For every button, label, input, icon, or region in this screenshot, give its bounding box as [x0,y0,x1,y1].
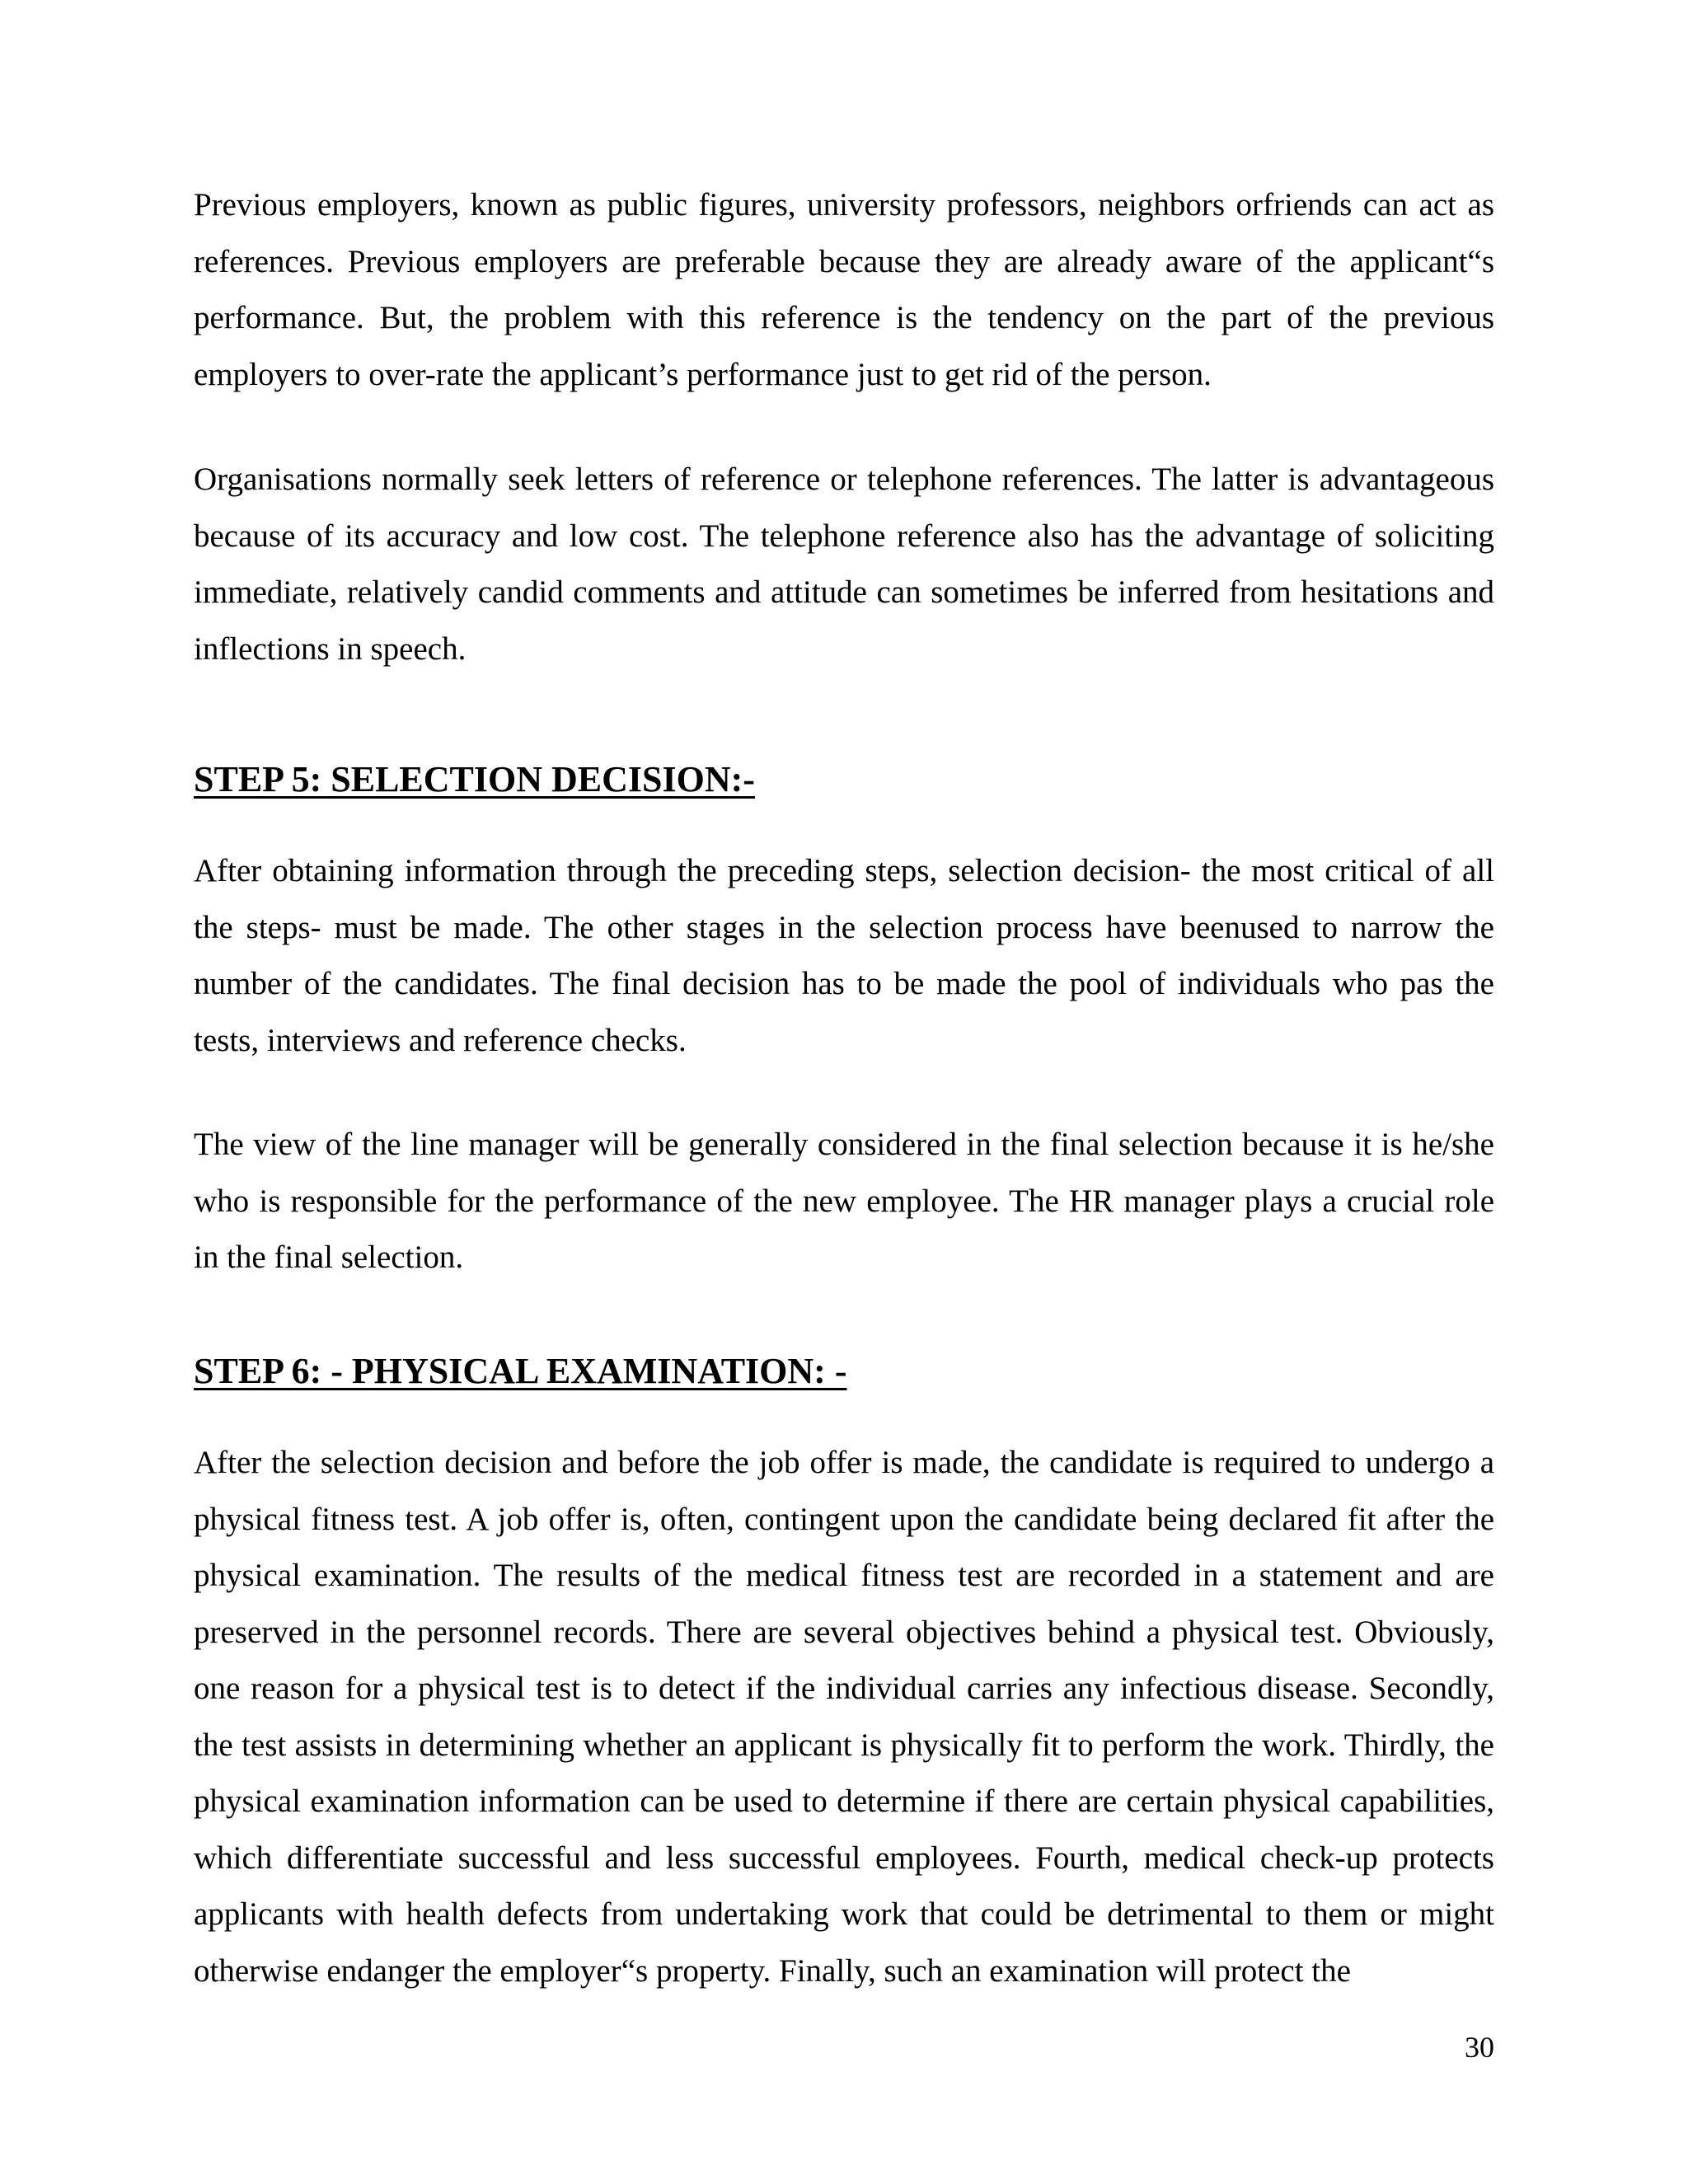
paragraph-physical-examination: After the selection decision and before the job offer is made, the candidate is required to undergo a physical fitness test. A job offer is, often, contingent upon the candidate being declared fit after the physical examination. The results of the medical fitness test are recorded in a statement and are preserved in the personnel records. There are several objectives behind a physical test. Obviously, one reason for a physical test is to detect if the individual carries any infectious disease. Secondly, the test assists in determining whether an applicant is physically fit to perform the work. Thirdly, the physical examination information can be used to determine if there are certain physical capabilities, which differentiate successful and less successful employees. Fourth, medical check-up protects applicants with health defects from undertaking work that could be detrimental to them or might otherwise endanger the employer“s property. Finally, such an examination will protect the [194,1445,1494,1989]
heading-step-5: STEP 5: SELECTION DECISION:- [194,759,755,799]
paragraph-line-manager: The view of the line manager will be generally considered in the final selection because it is he/she who is responsible for the performance of the new employee. The HR manager plays a crucial role in the final selection. [194,1127,1494,1275]
page-number: 30 [1465,2031,1494,2064]
paragraph-references: Previous employers, known as public figures, university professors, neighbors orfriends can act as references. Previous employers are preferable because they are already aware of the applicant“s performance. But, the problem with this reference is the tendency on the part of the previous employers to over-rate the applicant’s performance just to get rid of the person. [194,187,1494,392]
paragraph-selection-decision: After obtaining information through the preceding steps, selection decision- the most critical of all the steps- must be made. The other stages in the selection process have beenused to narrow the number of the candidates. The final decision has to be made the pool of individuals who pas the tests, interviews and reference checks. [194,853,1494,1058]
heading-step-6: STEP 6: - PHYSICAL EXAMINATION: - [194,1351,847,1391]
paragraph-reference-types: Organisations normally seek letters of reference or telephone references. The latter is advantageous because of its accuracy and low cost. The telephone reference also has the advantage of soliciting immediate, relatively candid comments and attitude can sometimes be inferred from hesitations and inflections in speech. [194,462,1494,667]
